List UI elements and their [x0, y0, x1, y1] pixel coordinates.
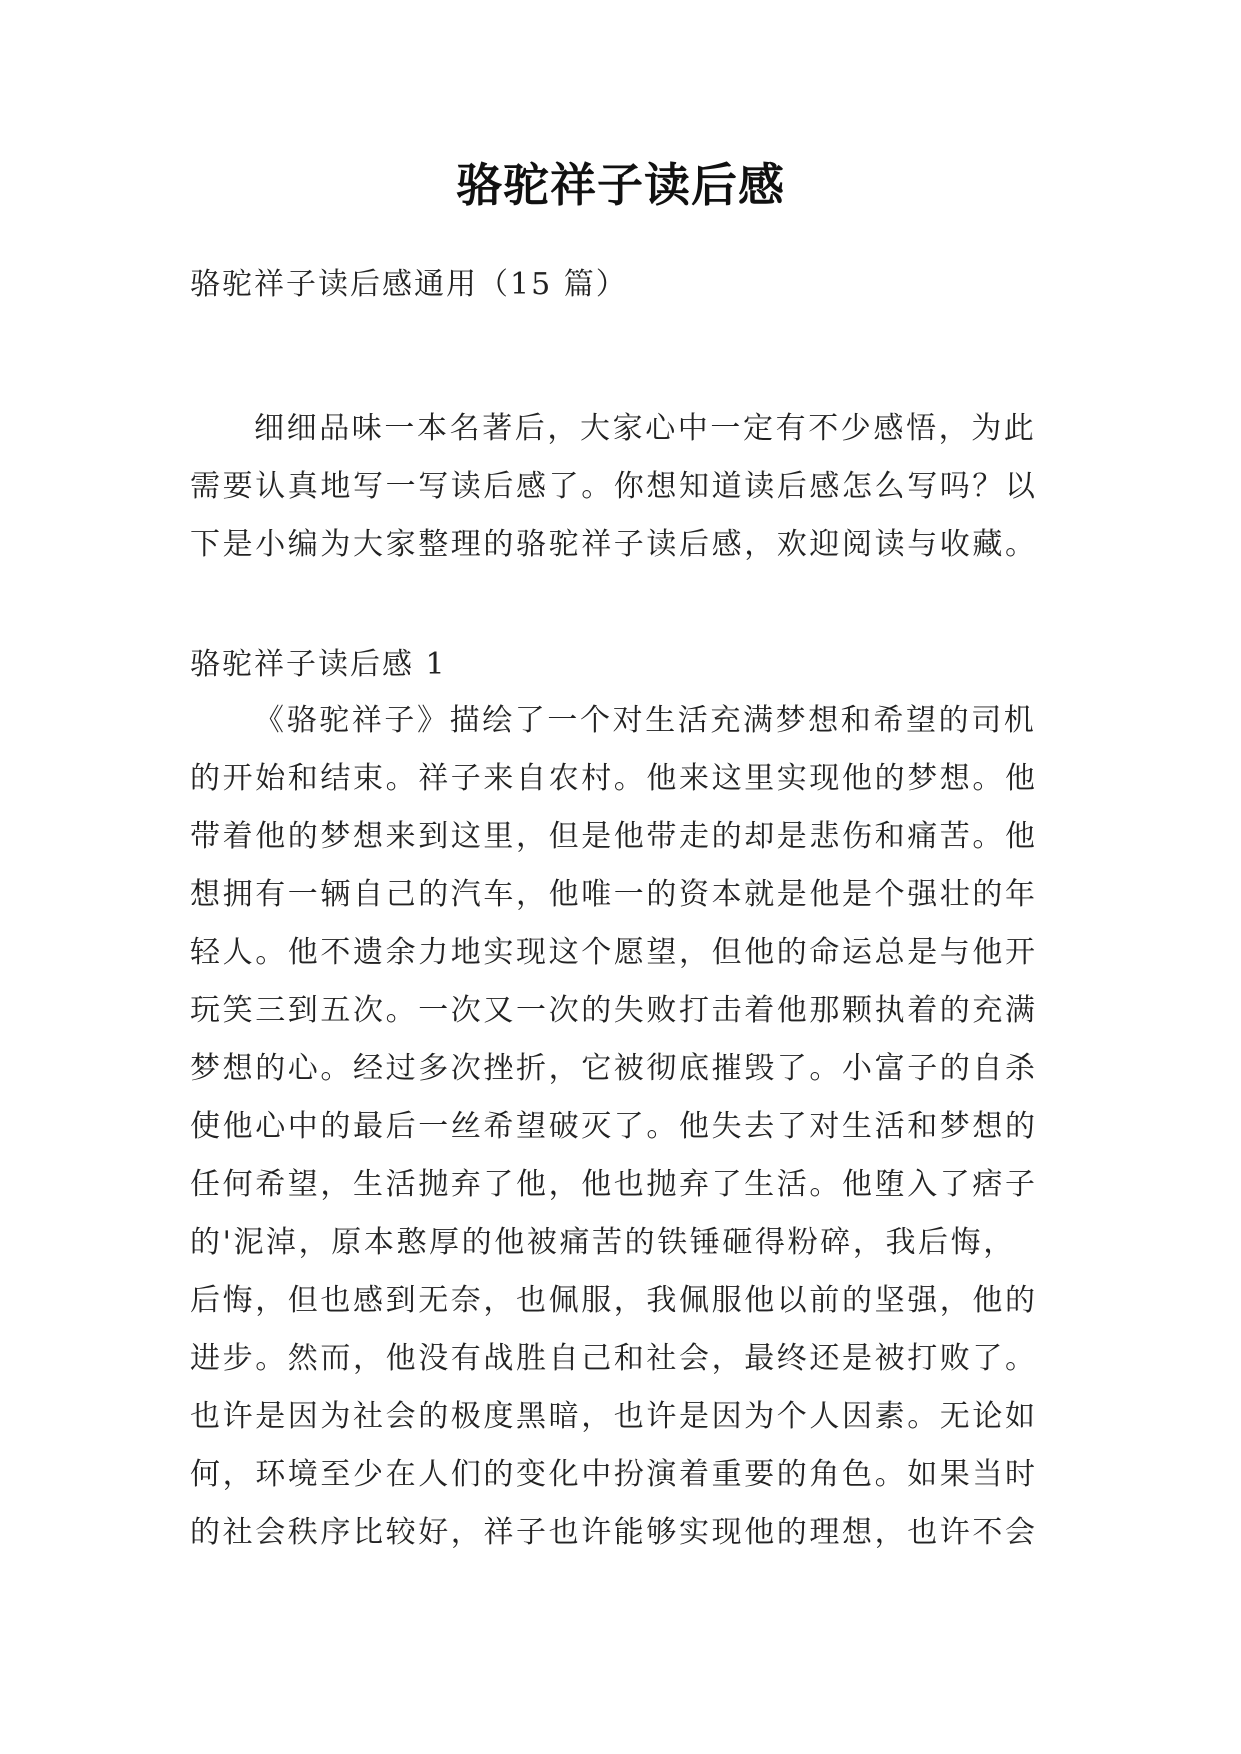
- document-title: 骆驼祥子读后感: [456, 158, 785, 212]
- body-line: 的'泥淖，原本憨厚的他被痛苦的铁锤砸得粉碎，我后悔，: [190, 1225, 1016, 1260]
- body-line: 带着他的梦想来到这里，但是他带走的却是悲伤和痛苦。他: [190, 819, 1038, 854]
- body-line: 任何希望，生活抛弃了他，他也抛弃了生活。他堕入了痞子: [190, 1167, 1038, 1202]
- body-line: 的开始和结束。祥子来自农村。他来这里实现他的梦想。他: [190, 761, 1038, 796]
- intro-paragraph: [190, 400, 1070, 574]
- body-line: 进步。然而，他没有战胜自己和社会，最终还是被打败了。: [190, 1341, 1038, 1376]
- body-line: 也许是因为社会的极度黑暗，也许是因为个人因素。无论如: [190, 1399, 1038, 1434]
- intro-line: 需要认真地写一写读后感了。你想知道读后感怎么写吗？以: [190, 469, 1038, 504]
- section-heading: 骆驼祥子读后感 1: [190, 647, 447, 682]
- intro-line: 下是小编为大家整理的骆驼祥子读后感，欢迎阅读与收藏。: [190, 527, 1038, 562]
- body-line: 《骆驼祥子》描绘了一个对生活充满梦想和希望的司机: [254, 703, 1037, 738]
- body-line: 使他心中的最后一丝希望破灭了。他失去了对生活和梦想的: [190, 1109, 1038, 1144]
- body-line: 梦想的心。经过多次挫折，它被彻底摧毁了。小富子的自杀: [190, 1051, 1038, 1086]
- body-line: 轻人。他不遗余力地实现这个愿望，但他的命运总是与他开: [190, 935, 1038, 970]
- intro-line: 细细品味一本名著后，大家心中一定有不少感悟，为此: [254, 411, 1037, 446]
- body-line: 后悔，但也感到无奈，也佩服，我佩服他以前的坚强，他的: [190, 1283, 1038, 1318]
- body-line: 的社会秩序比较好，祥子也许能够实现他的理想，也许不会: [190, 1515, 1038, 1550]
- body-line: 想拥有一辆自己的汽车，他唯一的资本就是他是个强壮的年: [190, 877, 1038, 912]
- section-body: [190, 692, 1070, 1562]
- body-line: 玩笑三到五次。一次又一次的失败打击着他那颗执着的充满: [190, 993, 1038, 1028]
- body-line: 何，环境至少在人们的变化中扮演着重要的角色。如果当时: [190, 1457, 1038, 1492]
- document-subtitle: 骆驼祥子读后感通用（15 篇）: [190, 267, 628, 302]
